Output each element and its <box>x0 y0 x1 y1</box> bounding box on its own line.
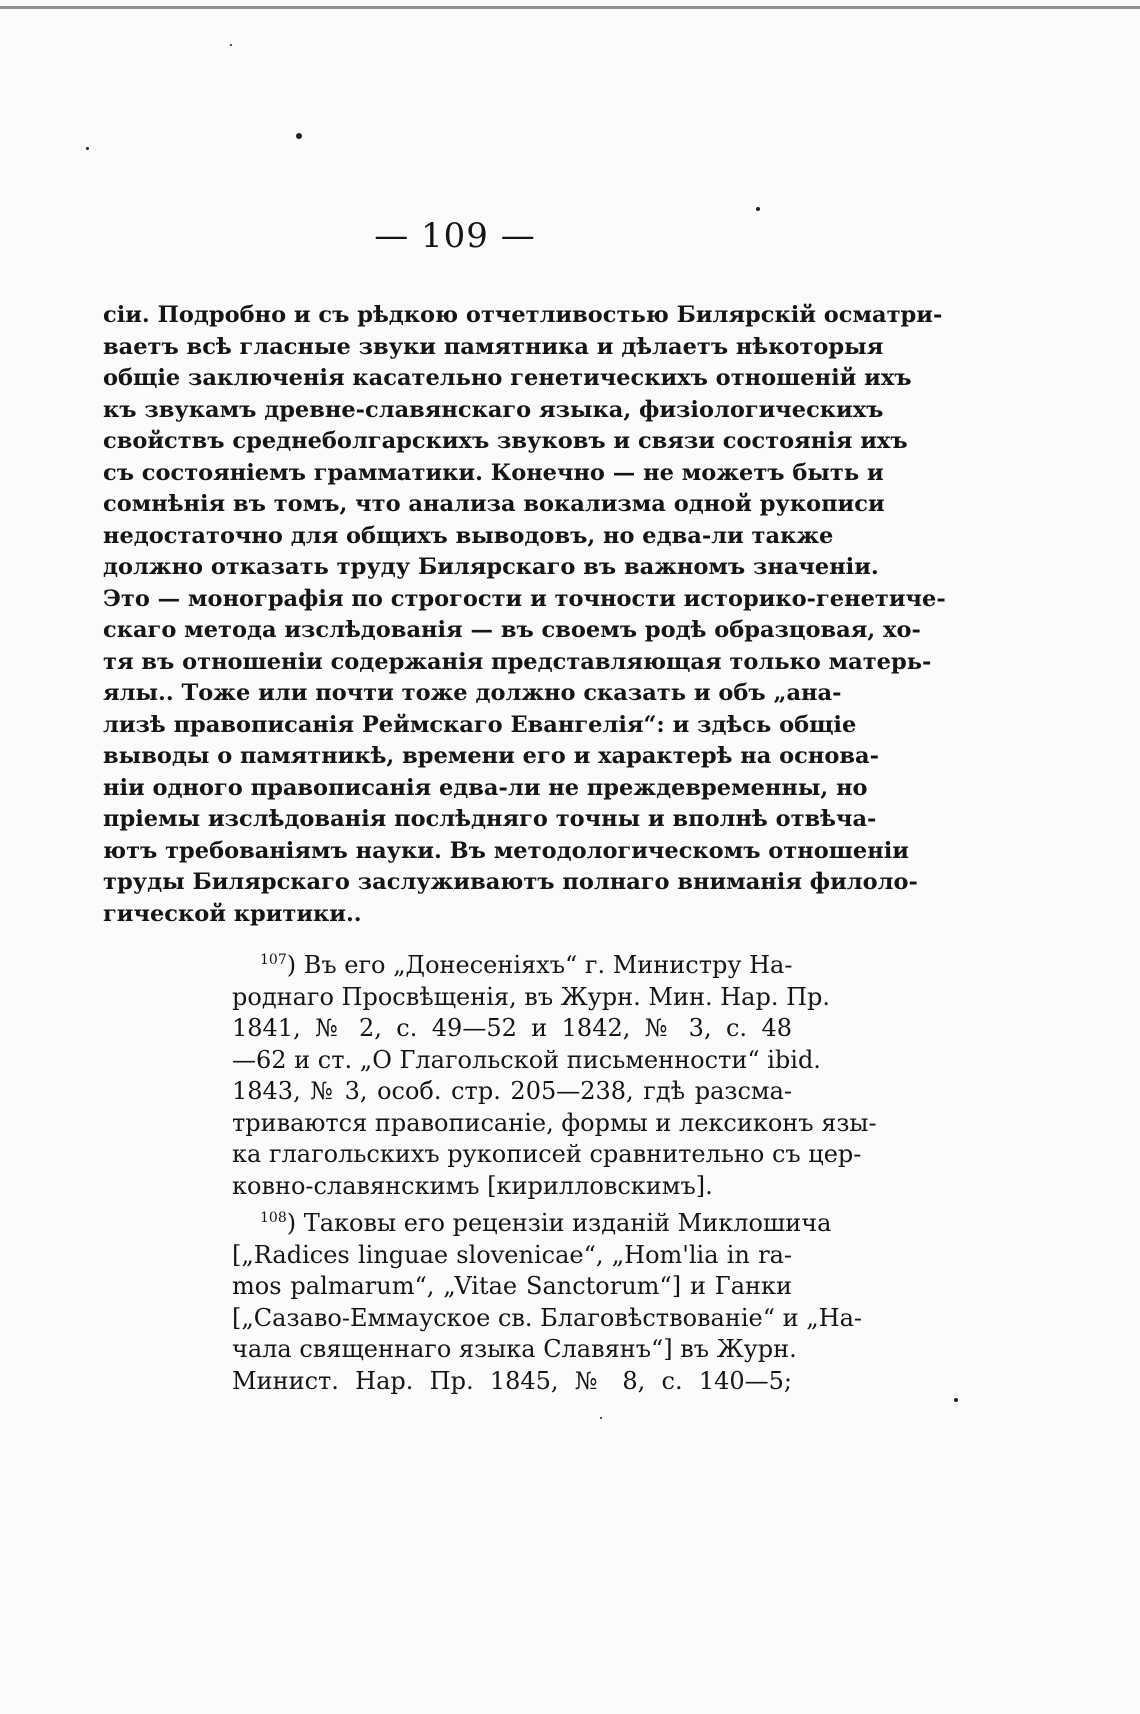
footnote-line: ковно-славянскимъ [кирилловскимъ]. <box>232 1171 713 1200</box>
footnote-line <box>232 950 792 982</box>
footnote-marker: 107 <box>260 952 287 968</box>
body-line: сіи. Подробно и съ рѣдкою отчетливостью Билярскій осматри- <box>103 302 943 328</box>
body-line: ютъ требованіямъ науки. Въ методологическомъ отношеніи <box>103 837 909 864</box>
page-number: — 109 — <box>374 216 536 256</box>
body-line: ваетъ всѣ гласные звуки памятника и дѣлаетъ нѣкоторыя <box>103 333 884 360</box>
body-line: тя въ отношеніи содержанія представляющая только матерь- <box>103 648 932 675</box>
footnote-text: ) Таковы его рецензіи изданій Миклошича <box>286 1209 832 1237</box>
footnote-line: [„Radices linguae slovenicae“, „Hom'lia in ra- <box>232 1240 792 1269</box>
footnote-line: 1841, № 2, с. 49—52 и 1842, № 3, с. 48 <box>232 1014 792 1042</box>
body-paragraph <box>103 300 946 930</box>
footnote-line: mos palmarum“, „Vitae Sanctorum“] и Ганки <box>232 1272 792 1300</box>
footnote-line: 1843, № 3, особ. стр. 205—238, гдѣ разсма- <box>232 1077 792 1105</box>
body-line: пріемы изслѣдованія послѣдняго точны и вполнѣ отвѣча- <box>103 806 877 832</box>
body-line: скаго метода изслѣдованія — въ своемъ родѣ образцовая, хо- <box>103 617 921 643</box>
footnote-line: Минист. Нар. Пр. 1845, № 8, с. 140—5; <box>232 1366 792 1395</box>
scan-speck <box>296 133 302 139</box>
footnote-line <box>232 1208 832 1240</box>
footnote-107 <box>232 950 877 1202</box>
body-line: ялы.. Тоже или почти тоже должно сказать и объ „ана- <box>103 680 842 706</box>
body-line: должно отказать труду Билярскаго въ важномъ значеніи. <box>103 554 879 580</box>
footnote-line: триваются правописаніе, формы и лексиконъ язы- <box>232 1108 877 1137</box>
scan-speck <box>600 1417 602 1419</box>
body-line: труды Билярскаго заслуживаютъ полнаго вниманія филоло- <box>103 869 918 895</box>
footnote-marker: 108 <box>260 1210 287 1226</box>
footnote-line: [„Сазаво-Еммаускoe св. Благовѣствованіе“ и „На- <box>232 1303 863 1332</box>
body-line: недостаточно для общихъ выводовъ, но едва-ли также <box>103 522 834 549</box>
body-line: лизѣ правописанія Реймскаго Евангелія“: и здѣсь общіе <box>103 711 857 738</box>
body-line: Это — монографія по строгости и точности историко-генетиче- <box>103 585 946 612</box>
scan-speck <box>230 44 232 46</box>
footnote-line: чала священнаго языка Славянъ“] въ Журн. <box>232 1335 797 1363</box>
scan-speck <box>954 1398 958 1402</box>
body-line: сомнѣнія въ томъ, что анализа вокализма одной рукописи <box>103 491 885 517</box>
footnote-108 <box>232 1208 863 1397</box>
body-line: къ звукамъ древне-славянскаго языка, физіологическихъ <box>103 396 884 423</box>
scan-speck <box>86 147 89 150</box>
body-line: съ состояніемъ грамматики. Конечно — не можетъ быть и <box>103 459 884 486</box>
body-line: свойствъ среднеболгарскихъ звуковъ и связи состоянія ихъ <box>103 428 908 454</box>
body-line: общіе заключенія касательно генетическихъ отношеній ихъ <box>103 365 912 391</box>
body-line: гической критики.. <box>103 900 362 927</box>
footnote-line: роднаго Просвѣщенія, въ Журн. Мин. Нар. Пр. <box>232 982 831 1011</box>
footnote-text: ) Въ его „Донесеніяхъ“ г. Министру На- <box>286 951 793 979</box>
scan-top-edge <box>0 6 1140 9</box>
footnotes <box>232 950 877 1397</box>
scan-speck <box>756 207 760 211</box>
footnote-line: —62 и ст. „О Глагольской письменности“ ibid. <box>232 1045 821 1074</box>
body-line: выводы о памятникѣ, времени его и характерѣ на основа- <box>103 743 879 769</box>
body-line: ніи одного правописанія едва-ли не преждевременны, но <box>103 774 868 801</box>
footnote-line: ка глагольскихъ рукописей сравнительно съ цер- <box>232 1140 862 1168</box>
